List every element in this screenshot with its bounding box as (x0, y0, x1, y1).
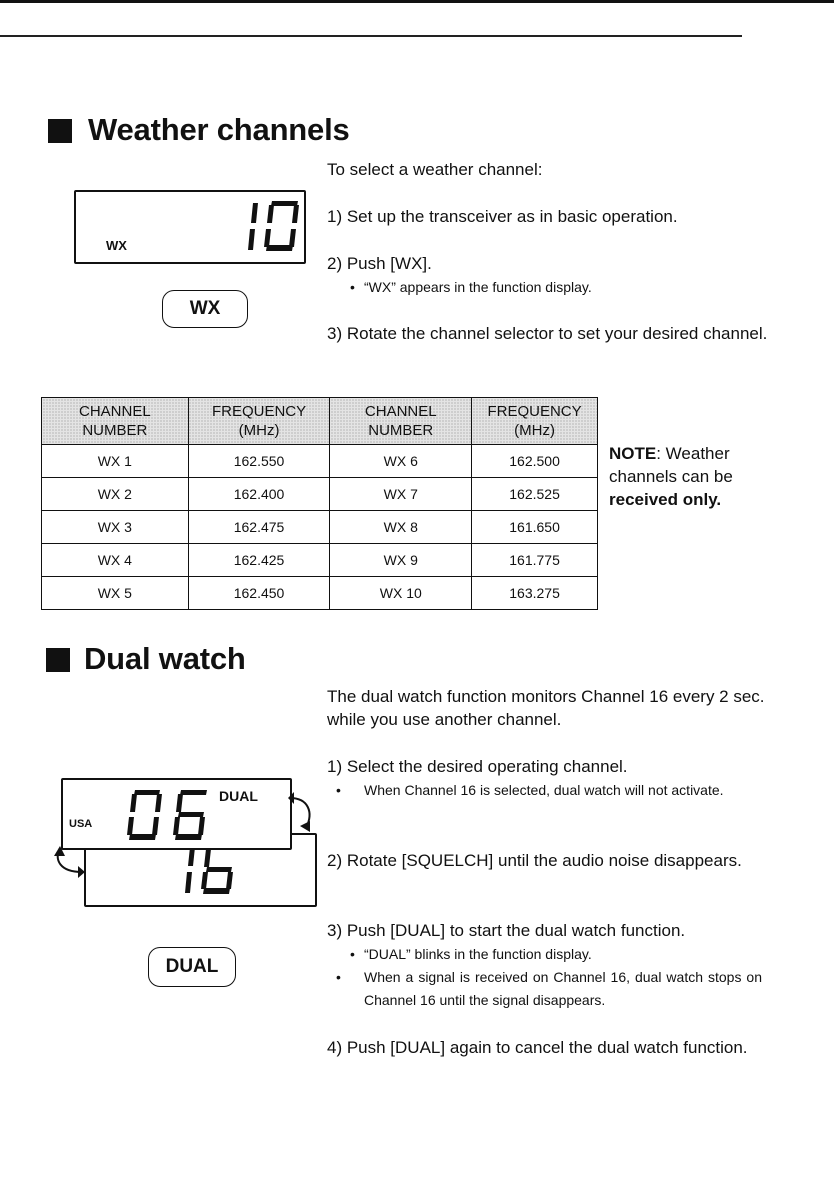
header-rule (0, 35, 742, 37)
table-cell: 162.500 (472, 445, 598, 478)
table-cell: 162.450 (188, 577, 330, 610)
table-row (42, 478, 598, 511)
table-header-channel-2: CHANNEL NUMBER (330, 398, 472, 445)
note-label: NOTE (609, 444, 657, 463)
table-header-row (42, 398, 598, 445)
weather-note: NOTE: Weather channels can be received only. (609, 444, 733, 509)
table-cell: WX 9 (330, 544, 472, 577)
table-cell: 161.775 (472, 544, 598, 577)
table-cell: 163.275 (472, 577, 598, 610)
section-marker-icon (46, 648, 70, 672)
table-row (42, 544, 598, 577)
table-cell: 162.525 (472, 478, 598, 511)
swap-arrow-left-icon (52, 846, 86, 882)
dual-step-3: 3) Push [DUAL] to start the dual watch function. (327, 921, 686, 940)
weather-step-2: 2) Push [WX]. (327, 254, 432, 273)
table-cell: WX 1 (42, 445, 189, 478)
dual-step-1-bullet: • When Channel 16 is selected, dual watch will not activate. (350, 779, 762, 802)
weather-channel-table (41, 397, 598, 610)
dual-lcd-front-digits (127, 784, 219, 844)
dual-step-2: 2) Rotate [SQUELCH] until the audio noise disappears. (327, 851, 742, 870)
table-cell: WX 5 (42, 577, 189, 610)
dual-lcd-usa-label: USA (69, 818, 93, 830)
weather-step-2-bullet: • “WX” appears in the function display. (350, 276, 592, 299)
table-cell: WX 6 (330, 445, 472, 478)
table-cell: 162.475 (188, 511, 330, 544)
table-header-frequency-2: FREQUENCY (MHz) (472, 398, 598, 445)
table-cell: 162.400 (188, 478, 330, 511)
table-row (42, 577, 598, 610)
table-cell: WX 3 (42, 511, 189, 544)
table-row (42, 445, 598, 478)
table-cell: 162.425 (188, 544, 330, 577)
table-cell: WX 10 (330, 577, 472, 610)
dual-step-3-bullet-2: • When a signal is received on Channel 16, dual watch stops on Channel 16 until the signal disappears. (350, 966, 762, 1012)
note-bold-text: received only. (609, 490, 722, 509)
table-row (42, 511, 598, 544)
wx-button[interactable]: WX (162, 290, 248, 328)
weather-step-3: 3) Rotate the channel selector to set your desired channel. (327, 324, 768, 343)
table-cell: WX 8 (330, 511, 472, 544)
dual-lcd-dual-label: DUAL (219, 788, 258, 804)
dual-step-3-bullet-1: • “DUAL” blinks in the function display. (350, 943, 592, 966)
dual-step-1: 1) Select the desired operating channel. (327, 757, 628, 776)
table-cell: 161.650 (472, 511, 598, 544)
dual-lcd-front-display (61, 778, 292, 850)
table-cell: WX 7 (330, 478, 472, 511)
weather-intro: To select a weather channel: (327, 160, 543, 179)
dual-section-title: Dual watch (84, 641, 246, 676)
section-marker-icon (48, 119, 72, 143)
wx-lcd-digits (241, 197, 307, 255)
dual-step-4: 4) Push [DUAL] again to cancel the dual watch function. (327, 1038, 748, 1057)
top-rule (0, 0, 834, 3)
wx-lcd-label: WX (106, 238, 127, 253)
weather-step-1: 1) Set up the transceiver as in basic operation. (327, 207, 678, 226)
wx-lcd-display (74, 190, 306, 264)
swap-arrow-right-icon (288, 788, 318, 836)
table-header-frequency-1: FREQUENCY (MHz) (188, 398, 330, 445)
table-cell: WX 4 (42, 544, 189, 577)
dual-intro: The dual watch function monitors Channel 16 every 2 sec. while you use another channel. (327, 687, 765, 729)
table-cell: WX 2 (42, 478, 189, 511)
dual-button[interactable]: DUAL (148, 947, 236, 987)
table-cell: 162.550 (188, 445, 330, 478)
weather-section-title: Weather channels (88, 112, 350, 147)
table-header-channel-1: CHANNEL NUMBER (42, 398, 189, 445)
